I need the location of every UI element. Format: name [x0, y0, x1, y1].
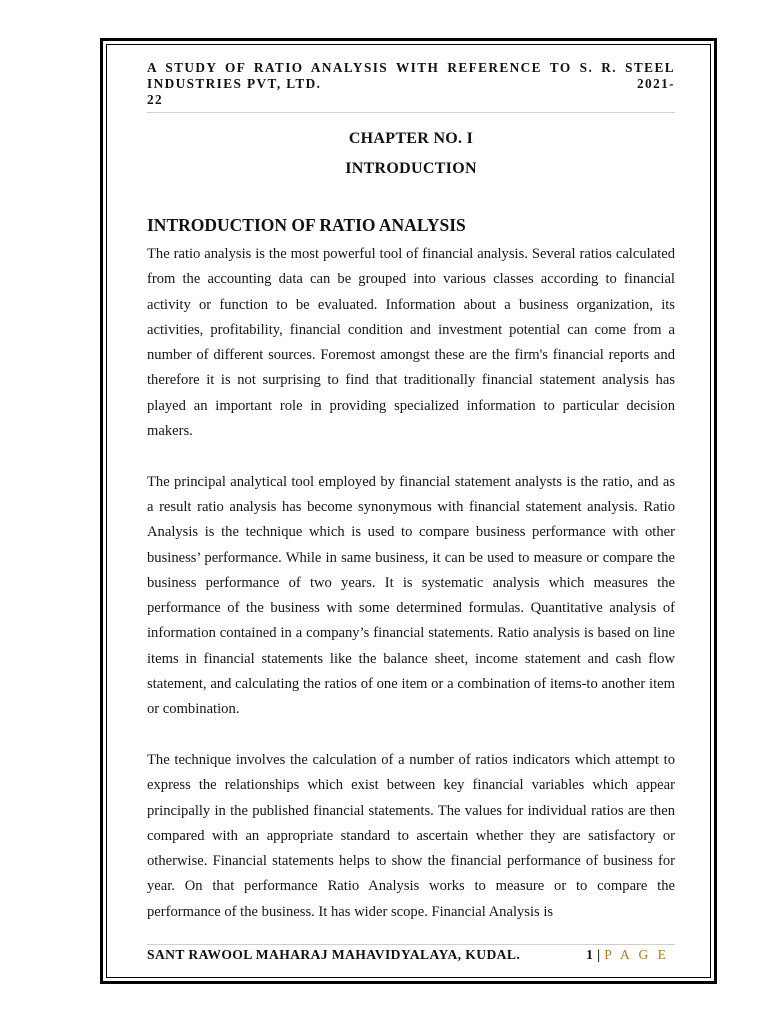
chapter-number: CHAPTER NO. I [348, 130, 474, 147]
header-divider [147, 112, 675, 113]
header-year-end: 22 [147, 92, 164, 107]
header-company: INDUSTRIES PVT, LTD. [147, 76, 322, 91]
page-label: P A G E [604, 947, 669, 962]
header-year-start: 2021- [636, 76, 675, 91]
page-indicator [586, 947, 669, 963]
footer-divider [147, 944, 675, 945]
header-line-2 [147, 76, 675, 92]
body-text [147, 242, 675, 950]
header-line-1: A STUDY OF RATIO ANALYSIS WITH REFERENCE TO S. R. STEEL [147, 60, 675, 75]
page-separator: | [597, 947, 601, 962]
chapter-title: INTRODUCTION [345, 160, 477, 177]
section-heading: INTRODUCTION OF RATIO ANALYSIS [147, 215, 466, 235]
page-header [147, 60, 675, 108]
paragraph: The principal analytical tool employed by financial statement analysts is the ratio, and as a result ratio analysis has become synonymous with financial statement analysis. Ratio Analysis is the technique which is used to compare business performance with other business’ performance. While in same business, it can be used to measure or compare the business performance of two years. It is systematic analysis which measures the performance of the business with some determined formulas. Quantitative analysis of information contained in a company’s financial statements. Ratio analysis is based on line items in financial statements like the balance sheet, income statement and cash flow statement, and calculating the ratios of one item or a combination of items-to another item or combination. [147, 473, 675, 718]
paragraph: The ratio analysis is the most powerful tool of financial analysis. Several ratios calculated from the accounting data can be grouped into various classes according to financial activity or function to be evaluated. Information about a business organization, its activities, profitability, financial condition and investment potential can come from a number of different sources. Foremost amongst these are the firm's financial reports and therefore it is not surprising to find that traditionally financial statement analysis has played an important role in providing specialized information to particular decision makers. [147, 246, 675, 440]
paragraph: The technique involves the calculation of a number of ratios indicators which attempt to express the relationships which exist between key financial variables which appear principally in the published financial statements. The values for individual ratios are then compared with an appropriate standard to ascertain whether they are satisfactory or otherwise. Financial statements helps to show the financial performance of business for year. On that performance Ratio Analysis works to measure or to compare the performance of the business. It has wider scope. Financial Analysis is [147, 751, 675, 920]
footer-institution: SANT RAWOOL MAHARAJ MAHAVIDYALAYA, KUDAL. [147, 947, 521, 962]
page-footer [147, 947, 675, 963]
page-number: 1 [586, 947, 594, 962]
